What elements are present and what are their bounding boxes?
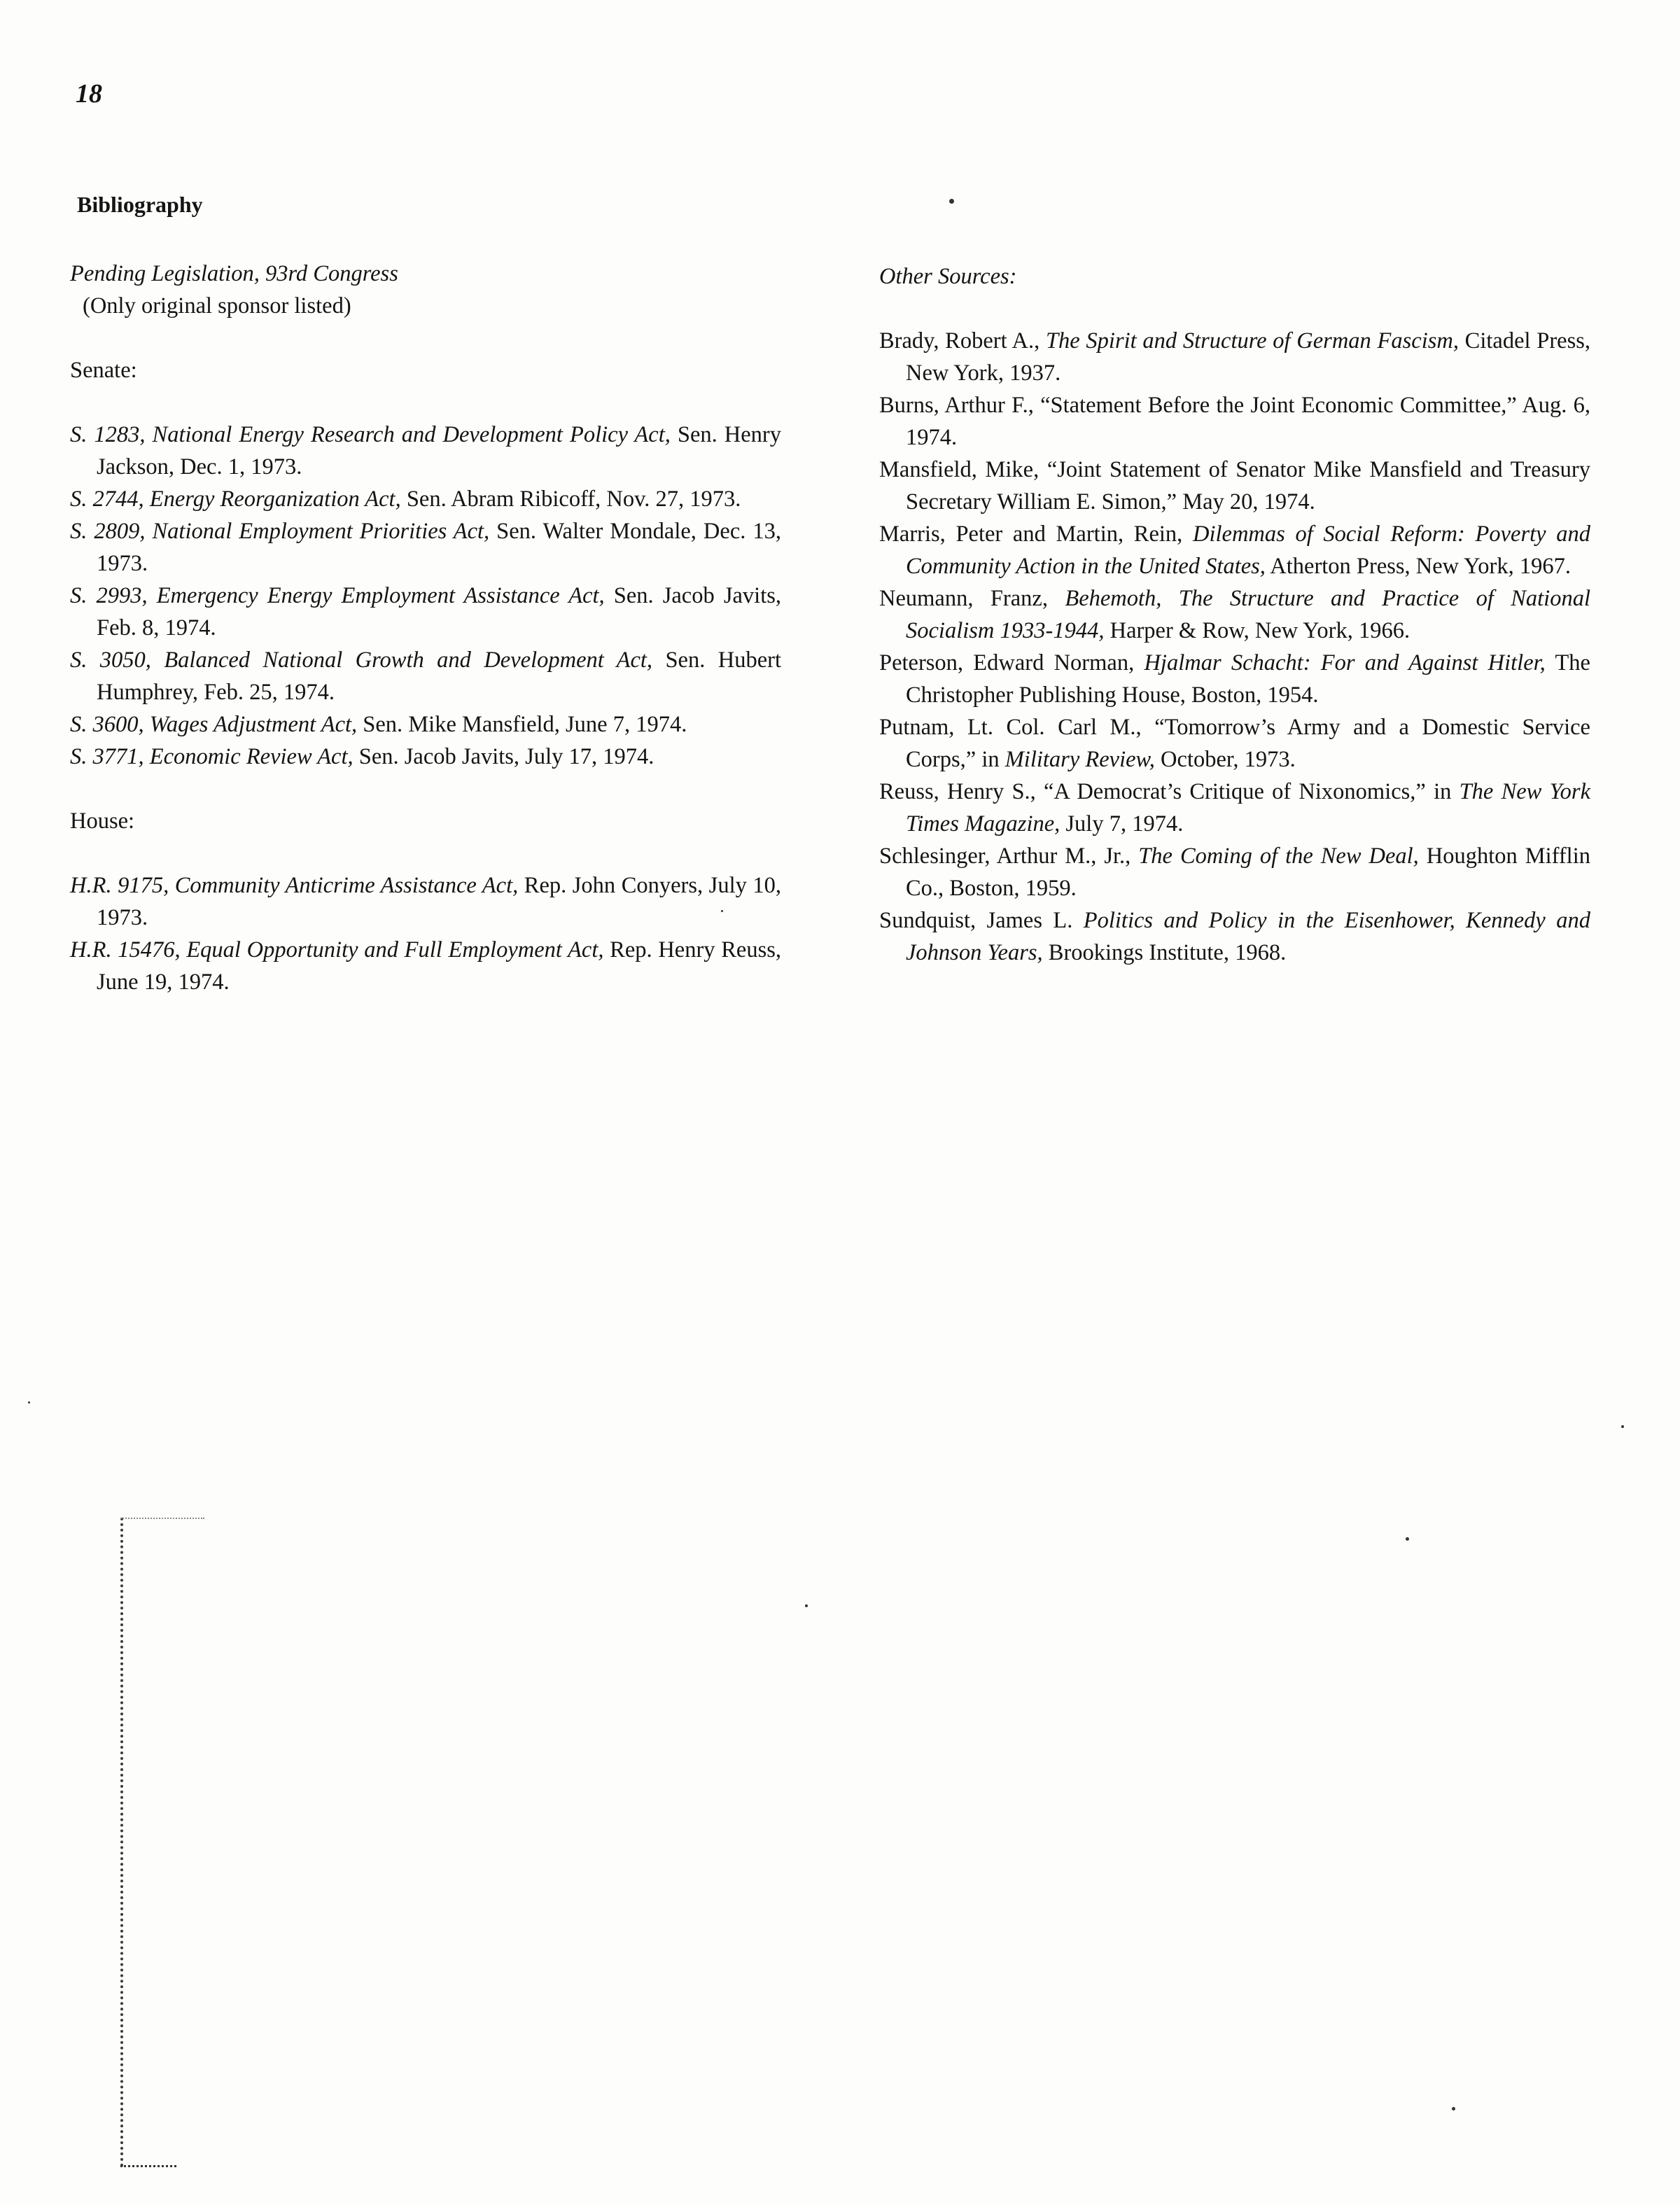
source-entry [879,840,1590,904]
pending-note: (Only original sponsor listed) [83,293,351,318]
source-publication: The Christopher Publishing House, Boston, 1954. [906,650,1590,708]
senate-entry [70,580,781,644]
sponsor-date: Sen. Abram Ribicoff, Nov. 27, 1973. [400,486,741,512]
scan-speck [949,199,954,204]
source-title: Behemoth, The Structure and Practice of National Socialism 1933-1944, [906,586,1590,643]
act-title: S. 2809, National Employment Priorities Act, [70,519,490,544]
source-author: Neumann, Franz, [879,586,1065,611]
senate-entry [70,708,781,741]
source-entry [879,904,1590,969]
source-title: The Spirit and Structure of German Fascism, [1045,328,1459,354]
act-title: H.R. 9175, Community Anticrime Assistance Act, [70,873,519,898]
senate-label: Senate: [70,358,137,383]
sponsor-date: Rep. John Conyers, July 10, 1973. [97,873,781,930]
act-title: S. 2993, Emergency Energy Employment Assistance Act, [70,583,605,608]
scan-speck [1406,1537,1409,1541]
sponsor-date: Sen. Jacob Javits, Feb. 8, 1974. [97,583,781,640]
act-title: S. 3600, Wages Adjustment Act, [70,712,358,737]
sponsor-date: Sen. Hubert Humphrey, Feb. 25, 1974. [97,648,781,705]
house-entry [70,934,781,998]
pending-legislation [70,258,781,322]
source-entry [879,582,1590,647]
sponsor-date: Rep. Henry Reuss, June 19, 1974. [97,937,782,995]
source-publication: July 7, 1974. [1060,811,1184,836]
source-publication: Brookings Institute, 1968. [1042,940,1287,965]
source-entry [879,518,1590,582]
scan-speck [28,1401,30,1404]
source-author: Marris, Peter and Martin, Rein, [879,522,1193,547]
act-title: S. 1283, National Energy Research and Development Policy Act, [70,422,671,447]
house-list [70,869,781,998]
source-author: Mansfield, Mike, “Joint Statement of Senator Mike Mansfield and Treasury Secretary William E. Simon,” May 20, 1974. [879,457,1590,514]
source-entry [879,711,1590,776]
act-title: S. 2744, Energy Reorganization Act, [70,486,401,512]
senate-list [70,419,781,773]
source-title: Hjalmar Schacht: For and Against Hitler, [1144,650,1546,676]
other-sources-label: Other Sources: [879,264,1017,289]
source-title: Dilemmas of Social Reform: Poverty and Community Action in the United States, [906,522,1591,579]
senate-entry [70,644,781,708]
source-entry [879,325,1590,389]
source-author: Putnam, Lt. Col. Carl M., “Tomorrow’s Army and a Domestic Service Corps,” in [879,715,1590,772]
source-title: Military Review, [1004,747,1155,772]
house-entry [70,869,781,934]
source-publication: Atherton Press, New York, 1967. [1265,554,1571,579]
sponsor-date: Sen. Jacob Javits, July 17, 1974. [353,744,654,769]
source-publication: Citadel Press, New York, 1937. [906,328,1591,386]
senate-entry [70,515,781,580]
scan-speck [1621,1425,1624,1428]
pending-title: Pending Legislation, 93rd Congress [70,261,398,286]
scan-speck [805,1604,808,1607]
source-author: Reuss, Henry S., “A Democrat’s Critique of Nixonomics,” in [879,779,1460,804]
sponsor-date: Sen. Walter Mondale, Dec. 13, 1973. [97,519,781,576]
sponsor-date: Sen. Henry Jackson, Dec. 1, 1973. [97,422,781,479]
source-entry [879,776,1590,840]
act-title: S. 3050, Balanced National Growth and Development Act, [70,648,653,673]
source-entry [879,454,1590,518]
source-title: Politics and Policy in the Eisenhower, Kennedy and Johnson Years, [906,908,1590,965]
source-publication: Houghton Mifflin Co., Boston, 1959. [906,844,1590,901]
source-entry [879,389,1590,454]
scan-speck [1452,2107,1455,2110]
source-author: Schlesinger, Arthur M., Jr., [879,844,1139,869]
source-author: Sundquist, James L. [879,908,1084,933]
act-title: S. 3771, Economic Review Act, [70,744,354,769]
senate-entry [70,483,781,515]
source-title: The New York Times Magazine, [906,779,1590,836]
house-label: House: [70,808,135,834]
source-publication: Harper & Row, New York, 1966. [1104,618,1410,643]
scan-margin-bracket [120,1518,126,2167]
source-author: Peterson, Edward Norman, [879,650,1144,676]
source-title: The Coming of the New Deal, [1138,844,1419,869]
source-author: Brady, Robert A., [879,328,1046,354]
senate-entry [70,419,781,483]
source-author: Burns, Arthur F., “Statement Before the Joint Economic Committee,” Aug. 6, 1974. [879,393,1590,450]
left-column [70,258,781,998]
act-title: H.R. 15476, Equal Opportunity and Full Employment Act, [70,937,604,962]
bibliography-heading: Bibliography [77,192,203,217]
senate-entry [70,741,781,773]
other-sources-list [879,325,1590,969]
scan-speck [721,910,723,912]
source-entry [879,647,1590,711]
source-publication: October, 1973. [1154,747,1296,772]
sponsor-date: Sen. Mike Mansfield, June 7, 1974. [357,712,687,737]
page-number: 18 [76,79,102,108]
right-column [879,260,1590,969]
